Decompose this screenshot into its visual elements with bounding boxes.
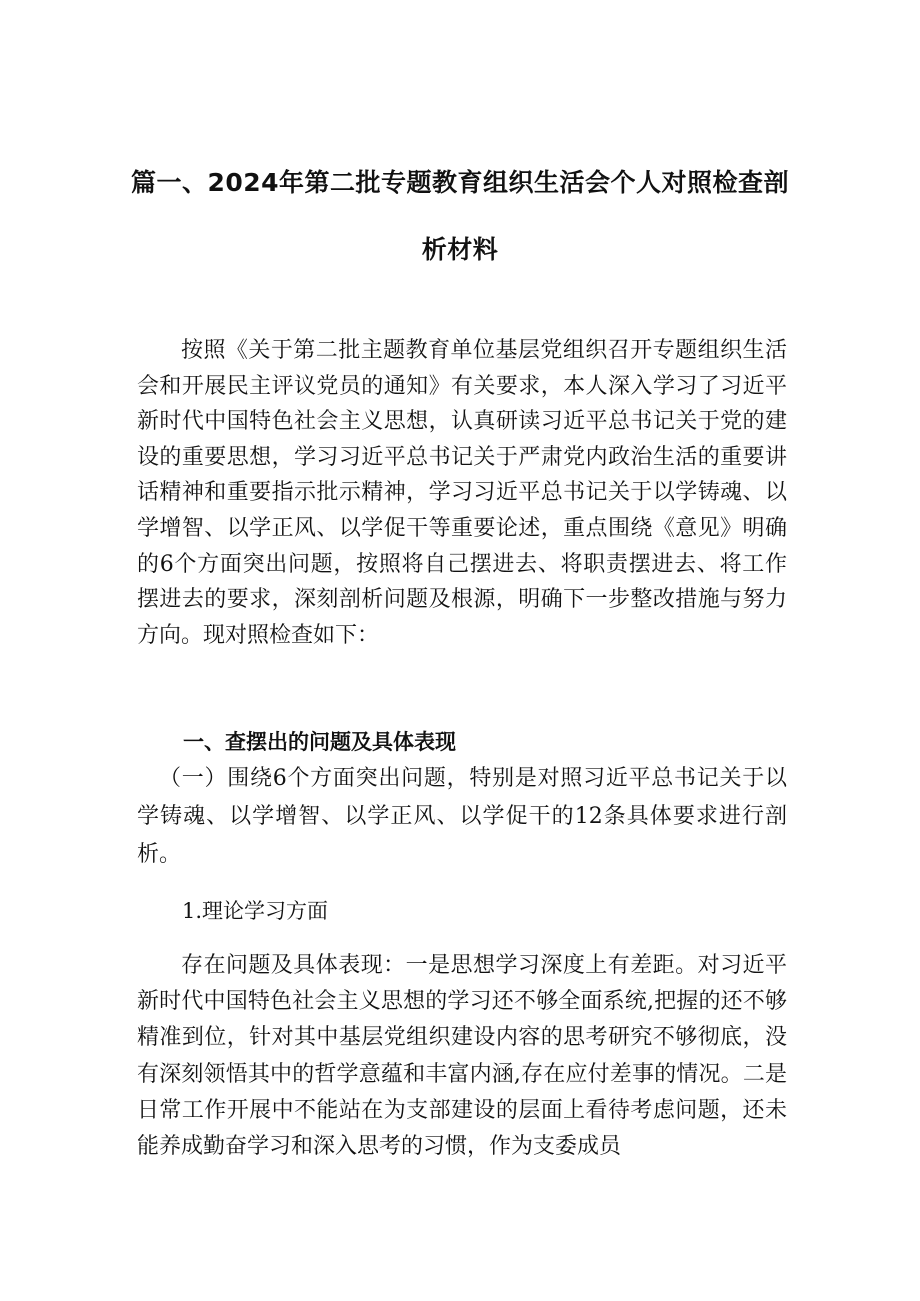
document-title-line-1: 篇一、2024年第二批专题教育组织生活会个人对照检查剖 [130, 168, 790, 197]
document-title-line-2: 析材料 [421, 235, 499, 264]
section-heading-1: 一、查摆出的问题及具体表现 [183, 730, 456, 754]
problem-paragraph: 存在问题及具体表现：一是思想学习深度上有差距。对习近平新时代中国特色社会主义思想的学习还不够全面系统,把握的还不够精准到位，针对其中基层党组织建设内容的思考研究不够彻底，没有深刻领悟其中的哲学意蕴和丰富内涵,存在应付差事的情况。二是日常工作开展中不能站在为支部建设的层面上看待考虑问题，还未能养成勤奋学习和深入思考的习惯，作为支委成员 [137, 953, 787, 1160]
subsection-1: （一）围绕6个方面突出问题，特别是对照习近平总书记关于以学铸魂、以学增智、以学正风、以学促干的12条具体要求进行剖析。 [137, 766, 787, 867]
item-heading-1: 1.理论学习方面 [182, 899, 329, 923]
intro-paragraph: 按照《关于第二批主题教育单位基层党组织召开专题组织生活会和开展民主评议党员的通知》有关要求，本人深入学习了习近平新时代中国特色社会主义思想，认真研读习近平总书记关于党的建设的重要思想，学习习近平总书记关于严肃党内政治生活的重要讲话精神和重要指示批示精神，学习习近平总书记关于以学铸魂、以学增智、以学正风、以学促干等重要论述，重点围绕《意见》明确的6个方面突出问题，按照将自己摆进去、将职责摆进去、将工作摆进去的要求，深刻剖析问题及根源，明确下一步整改措施与努力方向。现对照检查如下： [137, 338, 787, 648]
